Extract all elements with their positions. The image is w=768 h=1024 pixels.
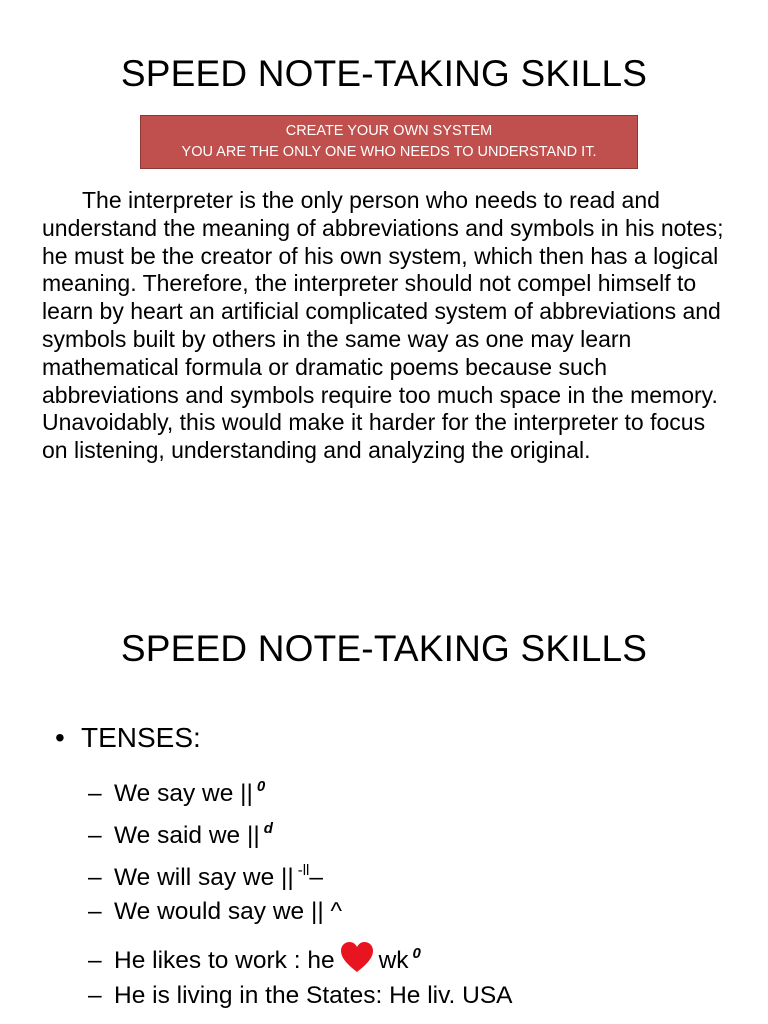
bullet-icon: •: [55, 722, 65, 753]
bullet-label: TENSES:: [81, 722, 201, 753]
list-item-text: He is living in the States: He liv. USA: [114, 981, 513, 1009]
callout-box: [140, 115, 638, 169]
dash-icon: –: [88, 898, 102, 926]
list-item: [88, 933, 513, 975]
dash-icon: –: [88, 780, 102, 807]
list-item-text: We will say we ||: [114, 863, 294, 891]
superscript: 0: [412, 945, 421, 963]
sub-list: [88, 766, 513, 1017]
superscript: -ll: [297, 861, 310, 879]
list-item-suffix: –: [309, 863, 324, 891]
dash-icon: –: [88, 821, 102, 849]
body-paragraph-block: [42, 187, 730, 465]
bullet-item-tenses: [55, 722, 201, 754]
body-paragraph: The interpreter is the only person who needs to read and understand the meaning of abbreviations and symbols in his notes; he must be the creator of his own system, which then has a logical meaning. Therefore, the interpreter should not compel himself to learn by heart an artificial complicated system of abbreviations and symbols built by others in the same way as one may learn mathematical formula or dramatic poems because such abbreviations and symbols require too much space in the memory. Unavoidably, this would make it harder for the interpreter to focus on listening, understanding and analyzing the original.: [42, 187, 724, 464]
superscript: d: [263, 819, 273, 837]
dash-icon: –: [88, 981, 102, 1009]
superscript: 0: [256, 778, 266, 795]
dash-icon: –: [88, 947, 102, 975]
heart-icon: [339, 940, 375, 974]
list-item-text: We said we ||: [114, 821, 260, 849]
list-item: [88, 808, 513, 850]
list-item-text: He likes to work : he: [114, 947, 335, 975]
list-item-text: We say we ||: [114, 780, 253, 807]
page-title: SPEED NOTE-TAKING SKILLS: [120, 53, 648, 94]
callout-line-1: CREATE YOUR OWN SYSTEM: [285, 123, 493, 139]
list-item: [88, 891, 513, 933]
list-item-suffix: wk: [378, 947, 409, 975]
callout-line-2: YOU ARE THE ONLY ONE WHO NEEDS TO UNDERSTAND IT.: [181, 144, 597, 160]
list-item: [88, 850, 513, 892]
page-title: SPEED NOTE-TAKING SKILLS: [120, 628, 648, 669]
dash-icon: –: [88, 863, 102, 891]
list-item: [88, 766, 513, 808]
list-item-text: We would say we || ^: [114, 898, 343, 926]
list-item: [88, 975, 513, 1017]
